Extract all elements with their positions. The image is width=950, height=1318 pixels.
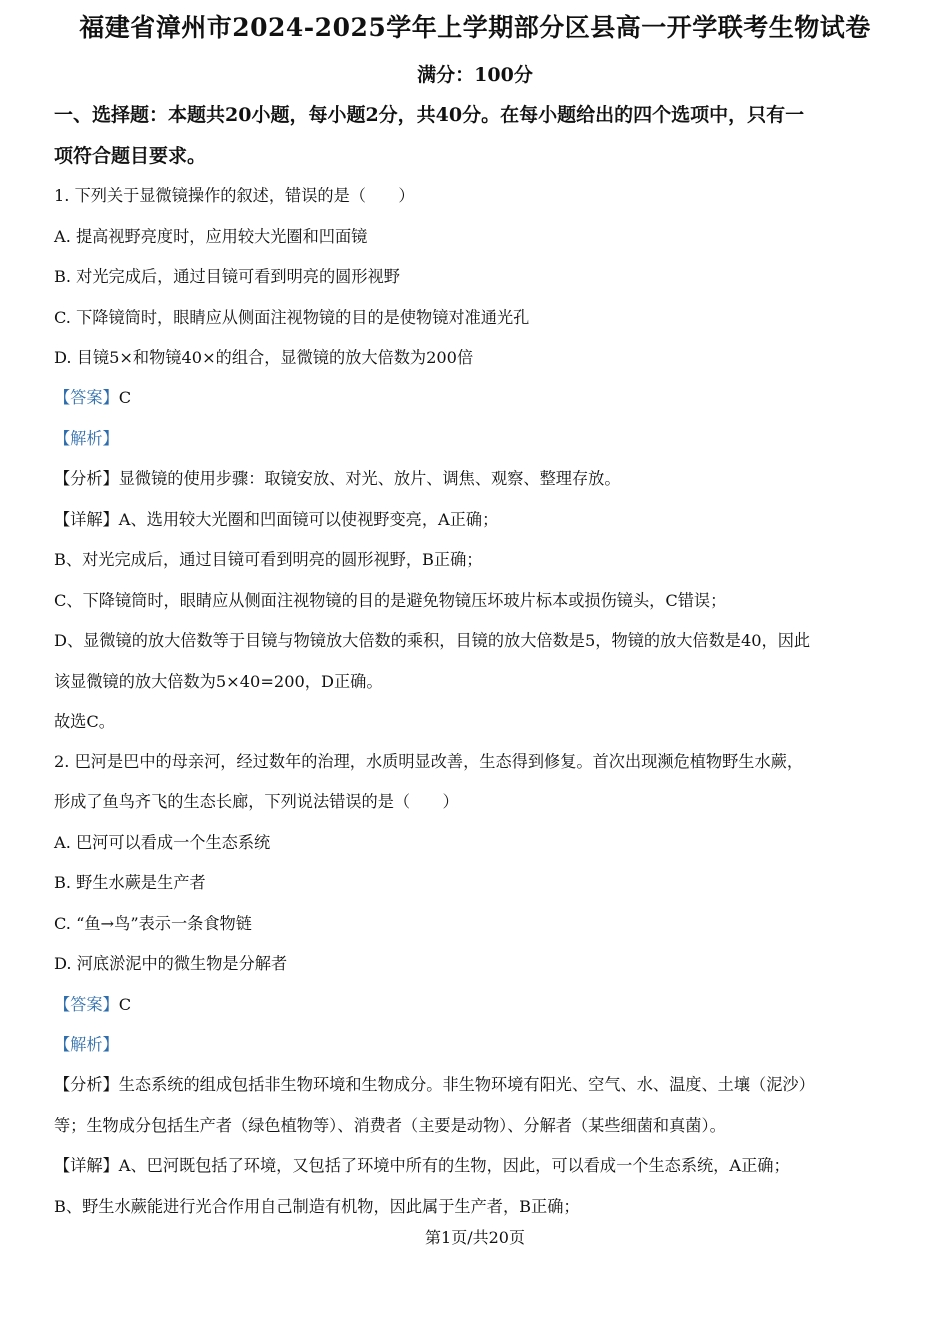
q2-option-a: A. 巴河可以看成一个生态系统 <box>54 833 271 852</box>
q2-answer-label: 【答案】 <box>54 995 119 1014</box>
q2-option-d: D. 河底淤泥中的微生物是分解者 <box>54 954 288 973</box>
page-footer: 第1页/共20页 <box>425 1228 525 1247</box>
q1-detail-d: D、显微镜的放大倍数等于目镜与物镜放大倍数的乘积，目镜的放大倍数是5，物镜的放大倍数是40，因此 <box>54 631 811 650</box>
q1-xiangjie-text: A、选用较大光圈和凹面镜可以使视野变亮，A正确； <box>118 510 499 529</box>
q1-detail-b: B、对光完成后，通过目镜可看到明亮的圆形视野，B正确； <box>54 550 483 569</box>
q1-option-d: D. 目镜5×和物镜40×的组合，显微镜的放大倍数为200倍 <box>54 348 474 367</box>
q1-detail-c: C、下降镜筒时，眼睛应从侧面注视物镜的目的是避免物镜压坏玻片标本或损伤镜头，C错误； <box>54 591 727 610</box>
q2-fenxi-line-1 <box>54 1073 914 1097</box>
q1-conclusion: 故选C。 <box>54 712 115 731</box>
q2-option-c: C. “鱼→鸟”表示一条食物链 <box>54 914 252 933</box>
q1-stem: 1. 下列关于显微镜操作的叙述，错误的是（ ） <box>54 186 415 205</box>
q1-analysis-label: 【解析】 <box>54 429 119 448</box>
q1-answer <box>54 386 914 410</box>
q2-stem-line-2: 形成了鱼鸟齐飞的生态长廊，下列说法错误的是（ ） <box>54 792 459 811</box>
q1-option-a: A. 提高视野亮度时，应用较大光圈和凹面镜 <box>54 227 368 246</box>
q1-fenxi-label: 【分析】 <box>54 469 119 488</box>
q1-xiangjie <box>54 508 914 532</box>
q2-detail-b: B、野生水蕨能进行光合作用自己制造有机物，因此属于生产者，B正确； <box>54 1197 580 1216</box>
q2-fenxi-label: 【分析】 <box>54 1075 119 1094</box>
section-heading-line-2: 项符合题目要求。 <box>54 145 207 167</box>
q1-detail-d-cont: 该显微镜的放大倍数为5×40=200，D正确。 <box>54 672 383 691</box>
q1-option-b: B. 对光完成后，通过目镜可看到明亮的圆形视野 <box>54 267 400 286</box>
page-title: 福建省漳州市2024-2025学年上学期部分区县高一开学联考生物试卷 <box>79 13 871 42</box>
q1-answer-label: 【答案】 <box>54 388 119 407</box>
q2-option-b: B. 野生水蕨是生产者 <box>54 873 206 892</box>
full-score: 满分：100分 <box>417 64 533 86</box>
q2-analysis-label: 【解析】 <box>54 1035 119 1054</box>
q1-answer-value: C <box>118 388 132 407</box>
q1-fenxi <box>54 467 914 491</box>
q2-xiangjie <box>54 1154 914 1178</box>
q2-fenxi-line-2: 等；生物成分包括生产者（绿色植物等）、消费者（主要是动物）、分解者（某些细菌和真菌）。 <box>54 1116 726 1135</box>
q2-answer <box>54 993 914 1017</box>
q2-fenxi-text: 生态系统的组成包括非生物环境和生物成分。非生物环境有阳光、空气、水、温度、土壤（泥沙） <box>118 1075 815 1094</box>
q2-stem-line-1: 2. 巴河是巴中的母亲河，经过数年的治理，水质明显改善，生态得到修复。首次出现濒危植物野生水蕨， <box>54 752 804 771</box>
q1-fenxi-text: 显微镜的使用步骤：取镜安放、对光、放片、调焦、观察、整理存放。 <box>118 469 621 488</box>
q1-option-c: C. 下降镜筒时，眼睛应从侧面注视物镜的目的是使物镜对准通光孔 <box>54 308 530 327</box>
q2-answer-value: C <box>118 995 132 1014</box>
q1-xiangjie-label: 【详解】 <box>54 510 119 529</box>
section-heading-line-1: 一、选择题：本题共20小题，每小题2分，共40分。在每小题给出的四个选项中，只有一 <box>54 104 805 126</box>
q2-xiangjie-label: 【详解】 <box>54 1156 119 1175</box>
q2-xiangjie-text: A、巴河既包括了环境，又包括了环境中所有的生物，因此，可以看成一个生态系统，A正确； <box>118 1156 790 1175</box>
